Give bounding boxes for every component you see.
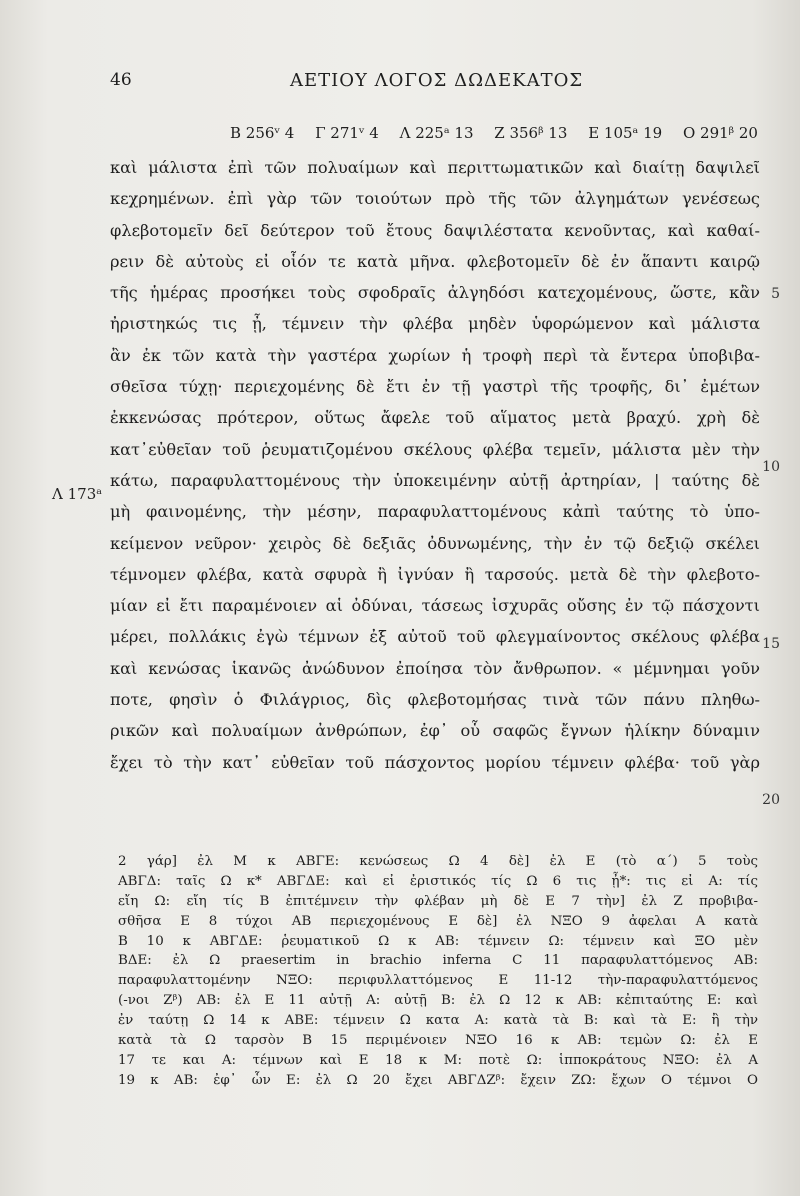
text-line: μὴ φαινομένης, τὴν μέσην, παραφυλαττομένους κἀπὶ ταύτης τὸ ὑπο- <box>110 502 760 522</box>
text-line: κεχρημένων. ἐπὶ γὰρ τῶν τοιούτων πρὸ τῆς τῶν ἀλγημάτων γενέσεως <box>110 189 760 209</box>
text-line: ἠριστηκώς τις ᾖ, τέμνειν τὴν φλέβα μηδὲν ὑφορώμενον καὶ μάλιστα <box>110 314 760 334</box>
running-title: ΑΕΤΙΟΥ ΛΟΓΟΣ ΔΩΔΕΚΑΤΟΣ <box>290 70 584 91</box>
text-line: καὶ κενώσας ἱκανῶς ἀνώδυνον ἐποίησα τὸν ἄνθρωπον. « μέμνημαι γοῦν <box>110 658 760 678</box>
text-line: μέρει, πολλάκις ἐγὼ τέμνων ἐξ αὐτοῦ τοῦ φλεγμαίνοντος σκέλους φλέβα <box>110 627 760 647</box>
apparatus-line: ΑΒΓΔ: ταῖς Ω κ* ΑΒΓΔΕ: καὶ εἰ ἐριστικός τίς Ω 6 τις ᾖ*: τις εἰ Α: τίς <box>118 873 758 889</box>
apparatus-line: σθῆσα Ε 8 τύχοι ΑΒ περιεχομένους Ε δὲ] ἐλ ΝΞΟ 9 ἀφελαι Α κατὰ <box>118 913 758 929</box>
apparatus-line: κατὰ τὰ Ω ταρσὸν Β 15 περιμένοιεν ΝΞΟ 16 κ ΑΒ: τεμὼν Ω: ἐλ Ε <box>118 1033 758 1049</box>
text-line: φλεβοτομεῖν δεῖ δεύτερον τοῦ ἔτους δαψιλέστατα κενοῦντας, καὶ καθαί- <box>110 220 760 240</box>
apparatus-line: 2 γάρ] ἐλ Μ κ ΑΒΓΕ: κενώσεως Ω 4 δὲ] ἐλ Ε (τὸ α΄) 5 τοὺς <box>118 854 758 869</box>
siglum: Γ 271ᵛ 4 <box>315 124 379 142</box>
siglum: Ο 291ᵝ 20 <box>682 124 758 142</box>
apparatus-line: παραφυλαττομένην ΝΞΟ: περιφυλλαττόμενος Ε 11-12 τὴν-παραφυλαττόμενος <box>118 973 758 989</box>
page-number: 46 <box>110 70 132 90</box>
text-line: σθεῖσα τύχῃ· περιεχομένης δὲ ἔτι ἐν τῇ γαστρὶ τῆς τροφῆς, δι᾽ ἐμέτων <box>110 377 760 397</box>
siglum: Ζ 356ᵝ 13 <box>494 124 568 142</box>
page-header <box>110 70 750 98</box>
siglum: Ε 105ᵃ 19 <box>588 124 663 142</box>
text-line: κάτω, παραφυλαττομένους τὴν ὑποκειμένην αὐτῇ ἀρτηρίαν, | ταύτης δὲ <box>110 470 760 490</box>
line-number: 20 <box>762 792 780 808</box>
text-line: ποτε, φησὶν ὁ Φιλάγριος, δὶς φλεβοτομήσας τινὰ τῶν πάνυ πληθω- <box>110 690 760 710</box>
text-line: τέμνομεν φλέβα, κατὰ σφυρὰ ἢ ἰγνύαν ἢ ταρσούς. μετὰ δὲ τὴν φλεβοτο- <box>110 564 760 584</box>
siglum: Λ 225ᵃ 13 <box>399 124 474 142</box>
text-line: μίαν εἰ ἔτι παραμένοιεν αἱ ὀδύναι, τάσεως ἰσχυρᾶς οὔσης ἐν τῷ πάσχοντι <box>110 596 760 616</box>
main-text <box>110 152 780 808</box>
apparatus-line: ἐν ταύτῃ Ω 14 κ ΑΒΕ: τέμνειν Ω κατα Α: κατὰ τὰ Β: καὶ τὰ Ε: ἢ τὴν <box>118 1013 758 1029</box>
text-line: ἐκκενώσας πρότερον, οὕτως ἄφελε τοῦ αἵματος μετὰ βραχύ. χρὴ δὲ <box>110 408 760 428</box>
apparatus-line: Β 10 κ ΑΒΓΔΕ: ῥευματικοῦ Ω κ ΑΒ: τέμνειν Ω: τέμνειν καὶ ΞΟ μὲν <box>118 933 758 949</box>
text-line: ρικῶν καὶ πολυαίμων ἀνθρώπων, ἐφ᾽ οὗ σαφῶς ἔγνων ἡλίκην δύναμιν <box>110 721 760 741</box>
text-line: καὶ μάλιστα ἐπὶ τῶν πολυαίμων καὶ περιττωματικῶν καὶ διαίτῃ δαψιλεῖ <box>110 158 760 177</box>
text-line: τῆς ἡμέρας προσήκει τοὺς σφοδραῖς ἀλγηδόσι κατεχομένους, ὥστε, κἂν <box>110 283 760 303</box>
text-line: ἔχει τὸ τὴν κατ᾽ εὐθεῖαν τοῦ πάσχοντος μορίου τέμνειν φλέβα· τοῦ γὰρ <box>110 752 760 772</box>
text-line: κείμενον νεῦρον· χειρὸς δὲ δεξιᾶς ὀδυνωμένης, τὴν ἐν τῷ δεξιῷ σκέλει <box>110 533 760 553</box>
apparatus-line: 19 κ ΑΒ: ἐφ᾽ ὧν Ε: ἐλ Ω 20 ἔχει ΑΒΓΔΖᵝ: ἔχειν ΖΩ: ἔχων Ο τέμνοι Ο <box>118 1072 758 1088</box>
text-line: ρειν δὲ αὐτοὺς εἰ οἷόν τε κατὰ μῆνα. φλεβοτομεῖν δὲ ἐν ἅπαντι καιρῷ <box>110 251 760 271</box>
text-line: ἂν ἐκ τῶν κατὰ τὴν γαστέρα χωρίων ἡ τροφὴ περὶ τὰ ἔντερα ὑποβιβα- <box>110 345 760 365</box>
manuscript-sigla <box>230 124 775 142</box>
text-line: κατ᾽εὐθεῖαν τοῦ ῥευματιζομένου σκέλους φλέβα τεμεῖν, μάλιστα μὲν τὴν <box>110 439 760 459</box>
line-number: 10 <box>762 459 780 475</box>
siglum: B 256ᵛ 4 <box>230 124 295 142</box>
margin-reference: Λ 173ᵃ <box>52 485 103 503</box>
line-number: 5 <box>771 286 780 302</box>
apparatus-line: ΒΔΕ: ἐλ Ω praesertim in brachio inferna C 11 παραφυλαττόμενος ΑΒ: <box>118 953 758 969</box>
critical-apparatus <box>118 852 758 1091</box>
apparatus-line: εἴη Ω: εἴη τίς Β ἐπιτέμνειν τὴν φλέβαν μὴ δὲ Ε 7 τὴν] ἐλ Ζ προβιβα- <box>118 893 758 909</box>
apparatus-line: 17 τε και Α: τέμνων καὶ Ε 18 κ Μ: ποτὲ Ω: ἱπποκράτους ΝΞΟ: ἐλ Α <box>118 1052 758 1068</box>
line-number: 15 <box>762 636 780 652</box>
apparatus-line: (-νοι Ζᵝ) ΑΒ: ἐλ Ε 11 αὐτῇ Α: αὐτῇ Β: ἐλ Ω 12 κ ΑΒ: κἐπιταύτης Ε: καὶ <box>118 993 758 1009</box>
